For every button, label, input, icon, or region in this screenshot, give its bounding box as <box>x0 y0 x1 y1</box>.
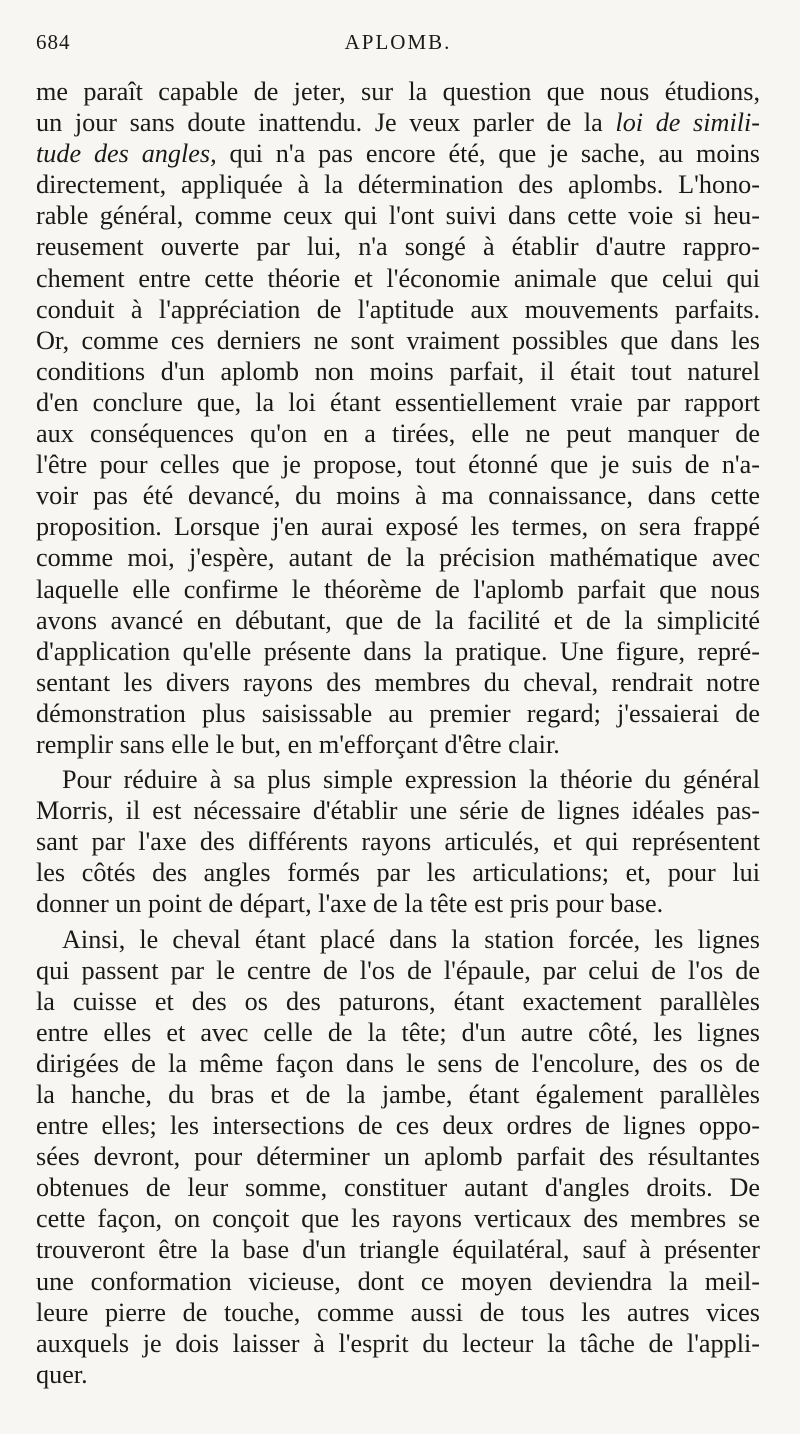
text-line <box>36 294 760 325</box>
text-line <box>36 1079 760 1110</box>
text-segment: conduit à l'appréciation de l'aptitude aux mouvements parfaits. <box>36 294 760 324</box>
text-line <box>36 449 760 480</box>
text-line <box>36 636 760 667</box>
text-segment: conditions d'un aplomb non moins parfait, il était tout naturel <box>36 356 760 386</box>
text-segment: démonstration plus saisissable au premier regard; j'essaierai de <box>36 698 760 728</box>
text-line <box>36 1359 760 1390</box>
text-segment: l'être pour celles que je propose, tout étonné que je suis de n'a- <box>36 450 760 480</box>
text-line <box>36 605 760 636</box>
text-line <box>36 924 760 955</box>
text-line <box>36 1328 760 1359</box>
text-line <box>36 1266 760 1297</box>
text-segment: comme moi, j'espère, autant de la précision mathématique avec <box>36 543 760 573</box>
text-line <box>36 231 760 262</box>
text-segment: reusement ouverte par lui, n'a songé à établir d'autre rappro- <box>36 232 760 262</box>
text-segment: rable général, comme ceux qui l'ont suivi dans cette voie si heu- <box>36 201 760 231</box>
text-segment: d'en conclure que, la loi étant essentiellement vraie par rapport <box>36 387 760 417</box>
text-segment: qui n'a pas encore été, que je sache, au moins <box>216 139 760 169</box>
text-line <box>36 955 760 986</box>
text-segment: leure pierre de touche, comme aussi de tous les autres vices <box>36 1297 760 1327</box>
text-segment: remplir sans elle le but, en m'efforçant d'être clair. <box>36 729 560 759</box>
text-segment: Or, comme ces derniers ne sont vraiment possibles que dans les <box>36 325 760 355</box>
text-segment: Morris, il est nécessaire d'établir une série de lignes idéales pas- <box>36 796 760 826</box>
text-segment: une conformation vicieuse, dont ce moyen deviendra la meil- <box>36 1266 760 1296</box>
text-segment: trouveront être la base d'un triangle équilatéral, sauf à présenter <box>36 1235 760 1265</box>
text-segment: proposition. Lorsque j'en aurai exposé les termes, on sera frappé <box>36 512 760 542</box>
text-line <box>36 1203 760 1234</box>
text-line <box>36 138 760 169</box>
paragraph <box>36 924 760 1390</box>
text-segment: cette façon, on conçoit que les rayons verticaux des membres se <box>36 1204 760 1234</box>
text-segment: chement entre cette théorie et l'économie animale que celui qui <box>36 263 760 293</box>
text-segment: sant par l'axe des différents rayons articulés, et qui représentent <box>36 827 760 857</box>
text-segment: auxquels je dois laisser à l'esprit du lecteur la tâche de l'appli- <box>36 1328 760 1358</box>
text-line <box>36 169 760 200</box>
text-line <box>36 857 760 888</box>
page-number: 684 <box>36 30 71 54</box>
text-line <box>36 356 760 387</box>
text-line <box>36 888 760 919</box>
text-segment: sées devront, pour déterminer un aplomb parfait des résultantes <box>36 1142 760 1172</box>
text-segment: dirigées de la même façon dans le sens de l'encolure, des os de <box>36 1048 760 1078</box>
text-line <box>36 76 760 107</box>
text-line <box>36 729 760 760</box>
italic-text-segment: tude des angles, <box>36 139 217 169</box>
text-segment: laquelle elle confirme le théorème de l'aplomb parfait que nous <box>36 574 760 604</box>
text-segment: la hanche, du bras et de la jambe, étant également parallèles <box>36 1080 760 1109</box>
text-segment: obtenues de leur somme, constituer autant d'angles droits. De <box>36 1173 760 1203</box>
text-line <box>36 795 760 826</box>
text-segment: les côtés des angles formés par les articulations; et, pour lui <box>36 858 760 888</box>
text-line <box>36 1141 760 1172</box>
text-segment: voir pas été devancé, du moins à ma connaissance, dans cette <box>36 481 760 511</box>
text-line <box>36 986 760 1017</box>
running-title: APLOMB. <box>344 30 452 54</box>
text-segment: sentant les divers rayons des membres du cheval, rendrait notre <box>36 667 760 697</box>
text-segment: entre elles; les intersections de ces deux ordres de lignes oppo- <box>36 1111 760 1141</box>
text-line <box>36 1017 760 1048</box>
text-line <box>36 200 760 231</box>
text-segment: Ainsi, le cheval étant placé dans la station forcée, les lignes <box>62 924 760 954</box>
text-line <box>36 418 760 449</box>
text-line <box>36 1297 760 1328</box>
text-line <box>36 542 760 573</box>
text-line <box>36 325 760 356</box>
running-head <box>36 30 760 64</box>
text-segment: un jour sans doute inattendu. Je veux parler de la <box>36 108 616 138</box>
body-text <box>36 76 760 1390</box>
text-segment: la cuisse et des os des paturons, étant exactement parallèles <box>36 986 760 1016</box>
italic-text-segment: loi de simili- <box>615 108 760 138</box>
text-line <box>36 107 760 138</box>
paragraph <box>36 76 760 760</box>
text-line <box>36 263 760 294</box>
text-segment: me paraît capable de jeter, sur la question que nous étudions, <box>36 77 760 106</box>
text-line <box>36 1048 760 1079</box>
text-segment: aux conséquences qu'on en a tirées, elle ne peut manquer de <box>36 419 760 449</box>
text-line <box>36 1234 760 1265</box>
text-line <box>36 826 760 857</box>
text-segment: entre elles et avec celle de la tête; d'un autre côté, les lignes <box>36 1017 760 1047</box>
text-segment: d'application qu'elle présente dans la pratique. Une figure, repré- <box>36 636 760 666</box>
text-segment: donner un point de départ, l'axe de la tête est pris pour base. <box>36 889 664 919</box>
text-segment: qui passent par le centre de l'os de l'épaule, par celui de l'os de <box>36 955 760 985</box>
paragraph <box>36 764 760 919</box>
text-line <box>36 574 760 605</box>
text-line <box>36 667 760 698</box>
text-segment: quer. <box>36 1359 88 1389</box>
text-line <box>36 387 760 418</box>
text-line <box>36 480 760 511</box>
text-segment: directement, appliquée à la détermination des aplombs. L'hono- <box>36 170 760 200</box>
text-segment: Pour réduire à sa plus simple expression la théorie du général <box>62 765 760 795</box>
text-line <box>36 1172 760 1203</box>
text-line <box>36 698 760 729</box>
text-line <box>36 764 760 795</box>
text-line <box>36 511 760 542</box>
text-line <box>36 1110 760 1141</box>
text-segment: avons avancé en débutant, que de la facilité et de la simplicité <box>36 605 760 635</box>
